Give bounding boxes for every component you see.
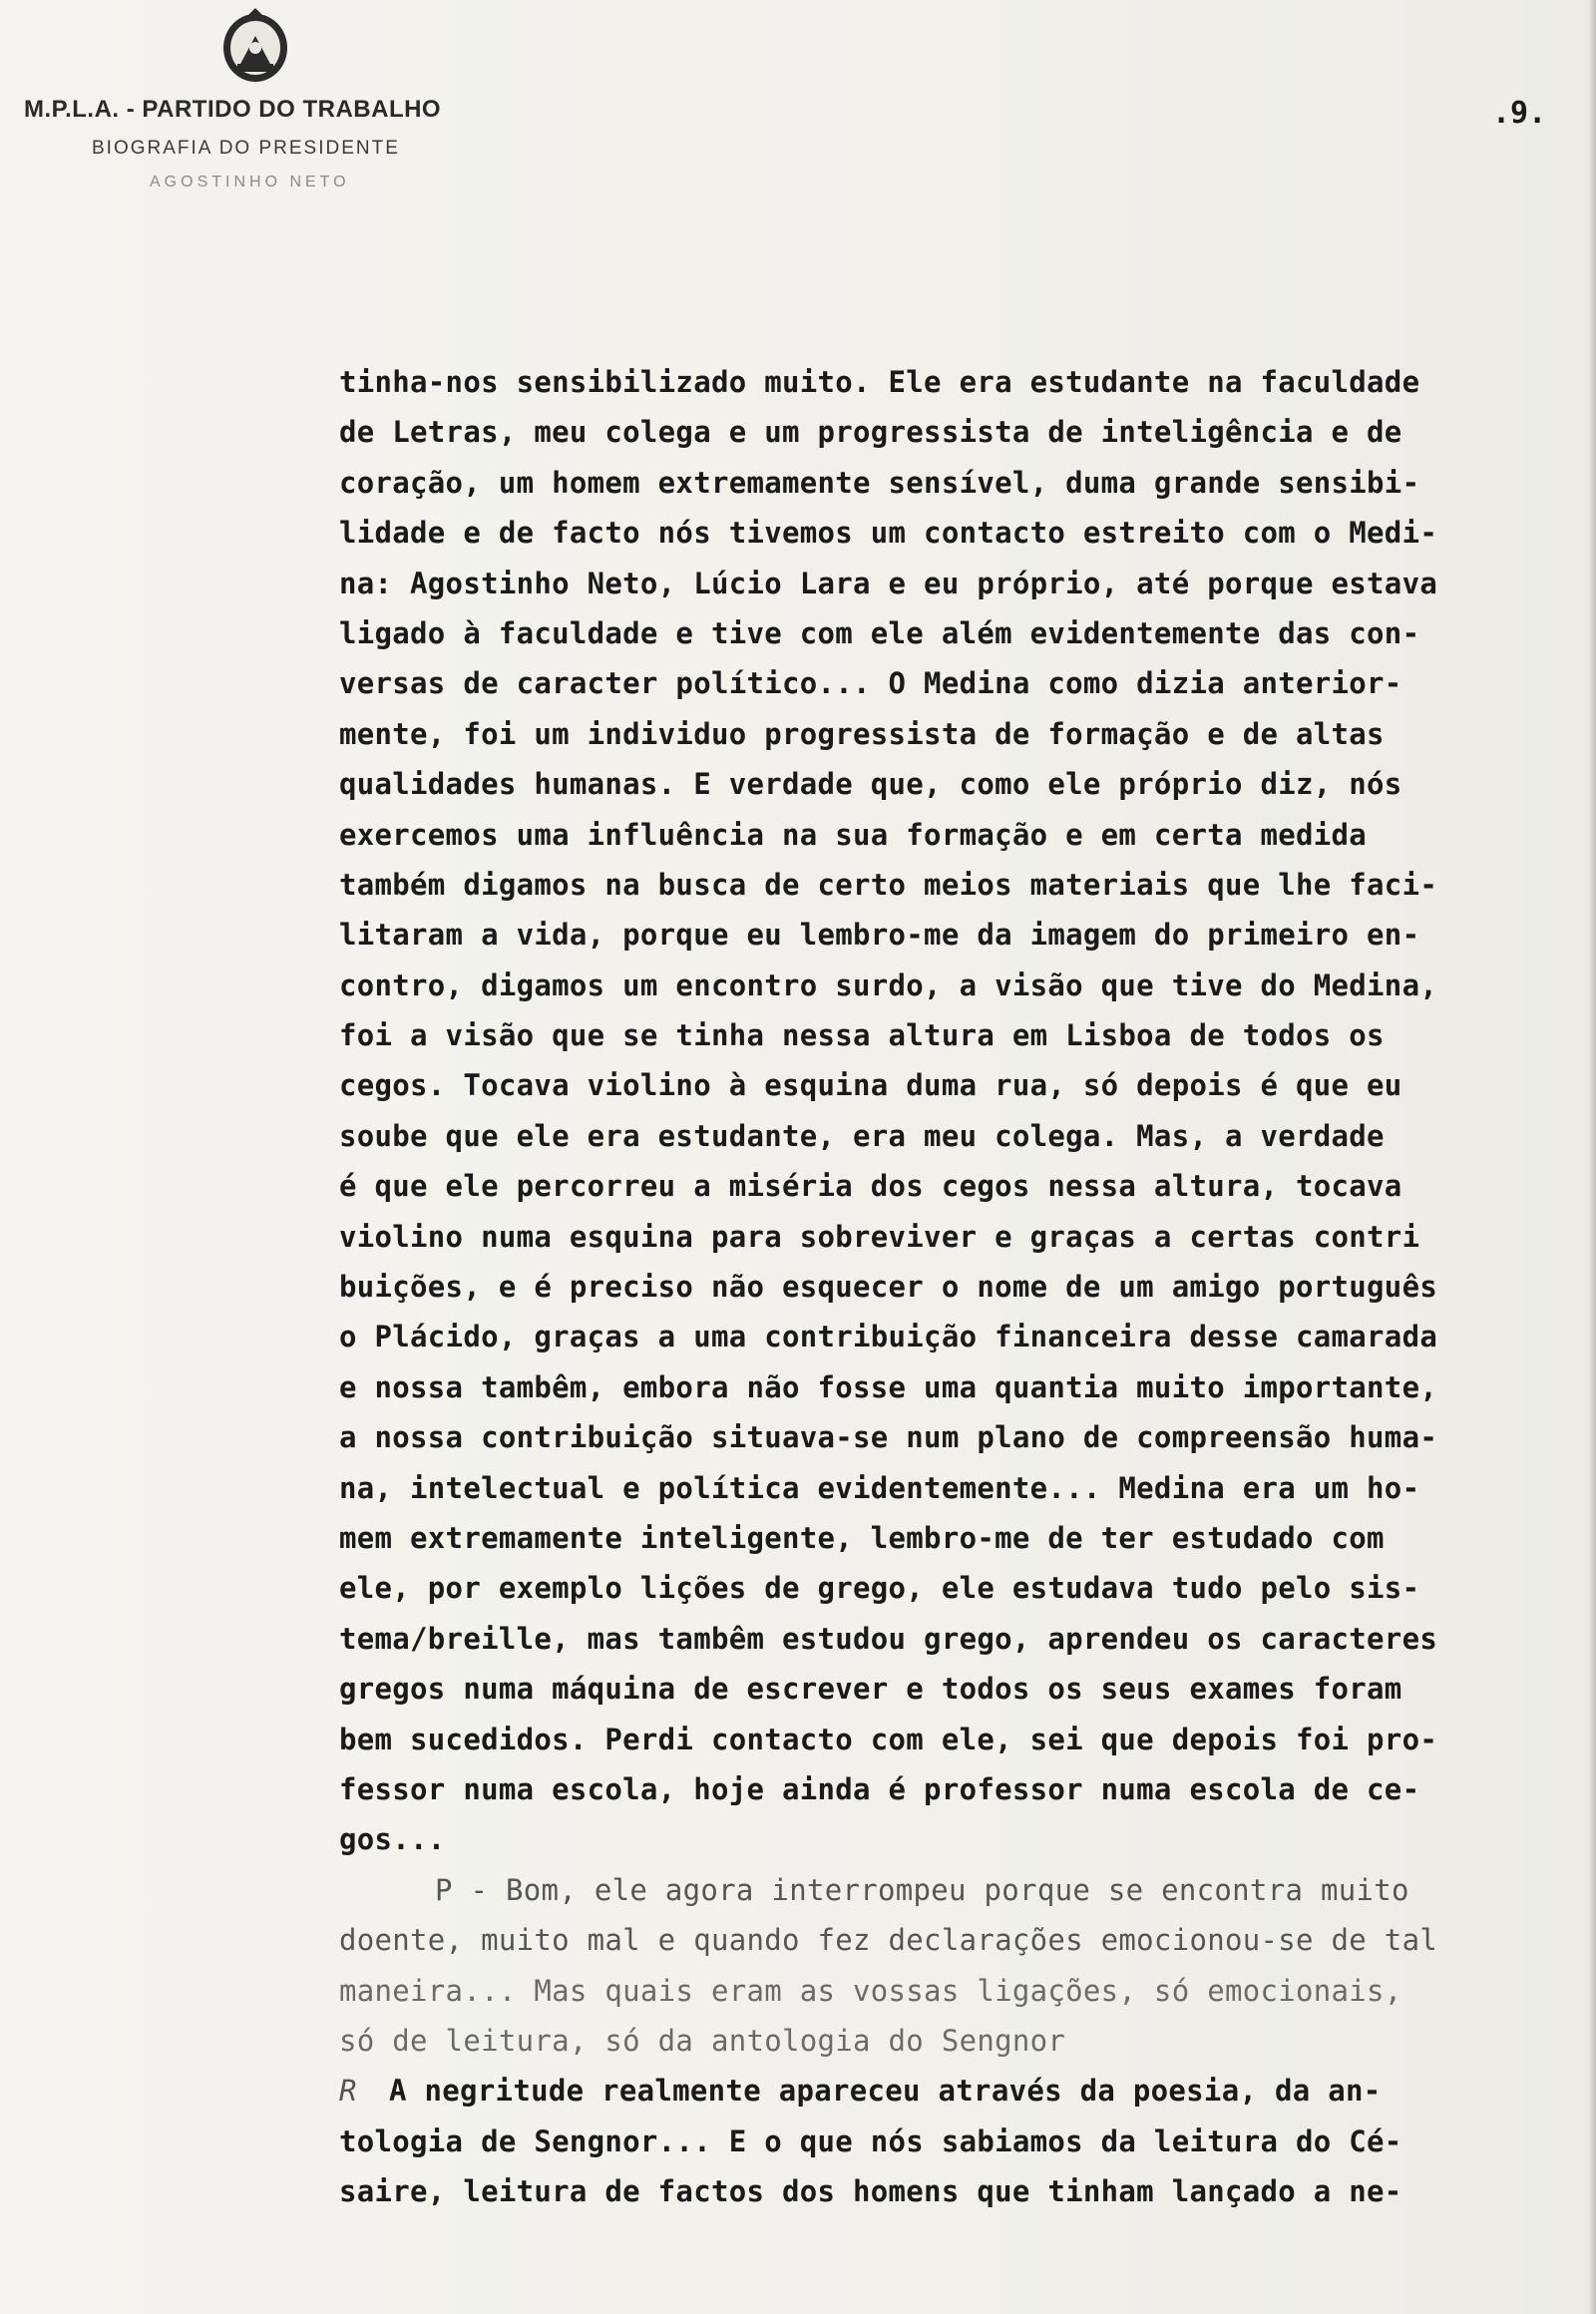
body-line: litaram a vida, porque eu lembro-me da imagem do primeiro en- <box>339 918 1420 953</box>
body-line: fessor numa escola, hoje ainda é professor numa escola de ce- <box>339 1771 1420 1806</box>
body-line: gregos numa máquina de escrever e todos os seus exames foram <box>339 1672 1402 1707</box>
body-line: na, intelectual e política evidentemente... Medina era um ho- <box>339 1470 1420 1505</box>
body-line: soube que ele era estudante, era meu colega. Mas, a verdade <box>339 1118 1385 1153</box>
body-line: mente, foi um individuo progressista de formação e de altas <box>339 716 1385 751</box>
body-line: mem extremamente inteligente, lembro-me de ter estudado com <box>339 1520 1385 1555</box>
body-line: bem sucedidos. Perdi contacto com ele, sei que depois foi pro- <box>339 1722 1438 1756</box>
document-subtitle: BIOGRAFIA DO PRESIDENTE <box>92 138 400 159</box>
body-line: coração, um homem extremamente sensível, duma grande sensibi- <box>339 465 1420 500</box>
body-line: foi a visão que se tinha nessa altura em Lisboa de todos os <box>339 1018 1385 1053</box>
body-line: na: Agostinho Neto, Lúcio Lara e eu próprio, até porque estava <box>339 566 1438 600</box>
question-line: doente, muito mal e quando fez declarações emocionou-se de tal <box>339 1923 1438 1958</box>
body-line: versas de caracter político... O Medina como dizia anterior- <box>339 666 1402 701</box>
body-line: e nossa tambêm, embora não fosse uma quantia muito importante, <box>339 1369 1438 1404</box>
body-line: ligado à faculdade e tive com ele além evidentemente das con- <box>339 615 1420 650</box>
body-line: de Letras, meu colega e um progressista de inteligência e de <box>339 415 1402 450</box>
body-line: a nossa contribuição situava-se num plano de compreensão huma- <box>339 1420 1438 1455</box>
body-line: contro, digamos um encontro surdo, a visão que tive do Medina, <box>339 967 1438 1002</box>
answer-line: tologia de Sengnor... E o que nós sabiamos da leitura do Cé- <box>339 2123 1402 2158</box>
answer-line-text: A negritude realmente apareceu através da poesia, da an- <box>389 2074 1382 2109</box>
body-line: violino numa esquina para sobreviver e graças a certas contri <box>339 1219 1420 1254</box>
question-line: só de leitura, só da antologia do Sengnor <box>339 2023 1066 2058</box>
answer-line <box>339 2066 1586 2116</box>
body-line: exercemos uma influência na sua formação e em certa medida <box>339 817 1368 852</box>
document-name: AGOSTINHO NETO <box>150 174 350 191</box>
body-line: gos... <box>339 1822 446 1857</box>
document-body <box>339 357 1586 2216</box>
body-line: qualidades humanas. E verdade que, como ele próprio diz, nós <box>339 767 1402 802</box>
body-line: buições, e é preciso não esquecer o nome de um amigo português <box>339 1270 1438 1305</box>
body-line: lidade e de facto nós tivemos um contacto estreito com o Medi- <box>339 516 1438 551</box>
question-line: maneira... Mas quais eram as vossas ligações, só emocionais, <box>339 1973 1402 2008</box>
body-line: também digamos na busca de certo meios materiais que lhe faci- <box>339 867 1438 902</box>
body-line: ele, por exemplo lições de grego, ele estudava tudo pelo sis- <box>339 1571 1420 1606</box>
body-line: tema/breille, mas tambêm estudou grego, aprendeu os caracteres <box>339 1621 1438 1656</box>
answer-line: saire, leitura de factos dos homens que tinham lançado a ne- <box>339 2174 1402 2209</box>
page-edge-shadow <box>1588 0 1596 2314</box>
question-line: P - Bom, ele agora interrompeu porque se encontra muito <box>435 1872 1409 1907</box>
organization-header: M.P.L.A. - PARTIDO DO TRABALHO <box>24 96 442 123</box>
body-line: tinha-nos sensibilizado muito. Ele era estudante na faculdade <box>339 365 1420 399</box>
body-line: cegos. Tocava violino à esquina duma rua, só depois é que eu <box>339 1068 1402 1103</box>
mpla-emblem-icon <box>219 6 291 86</box>
page-number: .9. <box>1492 96 1547 131</box>
body-line: o Plácido, graças a uma contribuição financeira desse camarada <box>339 1320 1438 1354</box>
body-line: é que ele percorreu a miséria dos cegos nessa altura, tocava <box>339 1169 1402 1204</box>
answer-marker: R <box>339 2074 357 2109</box>
